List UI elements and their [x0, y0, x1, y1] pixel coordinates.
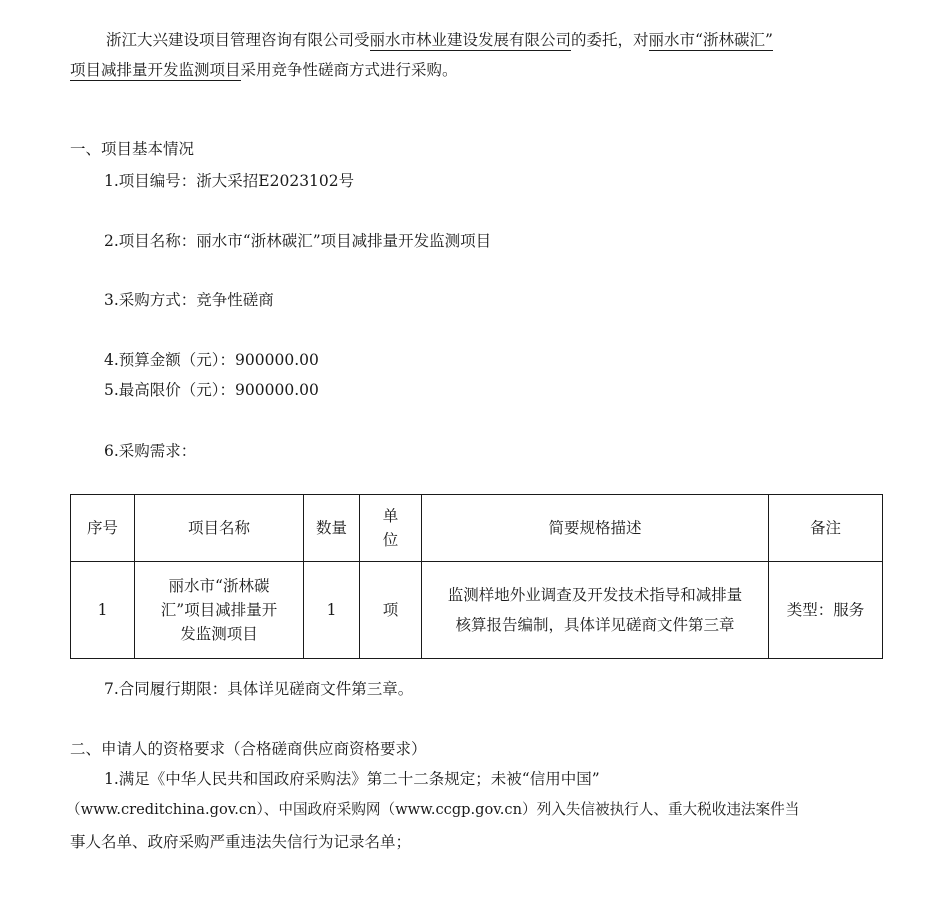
intro-line-1	[106, 30, 773, 50]
section2-title: 二、申请人的资格要求（合格磋商供应商资格要求）	[70, 740, 427, 758]
requirement-1-line2: （www.creditchina.gov.cn）、中国政府采购网（www.ccgp.gov.cn）列入失信被执行人、重大税收违法案件当	[66, 801, 800, 818]
header-unit-line1: 单	[382, 507, 399, 525]
table-row	[71, 562, 883, 659]
header-unit-line2: 位	[382, 531, 399, 549]
cell-seq: 1	[71, 562, 135, 659]
client-name: 丽水市林业建设发展有限公司	[369, 31, 572, 49]
cell-qty: 1	[304, 562, 360, 659]
cell-name-line2: 汇”项目减排量开	[160, 601, 278, 619]
table-header-row	[71, 495, 883, 562]
cell-spec-line1: 监测样地外业调查及开发技术指导和减排量	[447, 586, 743, 604]
requirement-1-line3: 事人名单、政府采购严重违法失信行为记录名单；	[70, 833, 412, 851]
cell-name	[135, 562, 304, 659]
project-name-part2: 项目减排量开发监测项目	[70, 61, 241, 79]
project-name: 2.项目名称：丽水市“浙林碳汇”项目减排量开发监测项目	[104, 232, 492, 250]
project-number: 1.项目编号：浙大采招E2023102号	[104, 172, 355, 190]
cell-spec-line2: 核算报告编制，具体详见磋商文件第三章	[455, 616, 735, 634]
header-remark: 备注	[769, 495, 883, 562]
header-qty: 数量	[304, 495, 360, 562]
contract-period: 7.合同履行期限：具体详见磋商文件第三章。	[104, 680, 414, 698]
cell-spec	[422, 562, 769, 659]
cell-name-line3: 发监测项目	[180, 625, 258, 643]
project-name-part1: 丽水市“浙林碳汇”	[648, 31, 773, 49]
header-seq: 序号	[71, 495, 135, 562]
cell-remark: 类型：服务	[769, 562, 883, 659]
section1-title: 一、项目基本情况	[70, 140, 195, 158]
header-spec: 简要规格描述	[422, 495, 769, 562]
requirement-1-line1: 1.满足《中华人民共和国政府采购法》第二十二条规定；未被“信用中国”	[104, 770, 600, 788]
intro-text-1: 浙江大兴建设项目管理咨询有限公司受	[106, 31, 370, 49]
cell-name-line1: 丽水市“浙林碳	[168, 577, 270, 595]
intro-text-2: 的委托，对	[571, 31, 649, 49]
procurement-method: 3.采购方式：竞争性磋商	[104, 291, 274, 309]
intro-text-3: 采用竞争性磋商方式进行采购。	[240, 61, 458, 79]
cell-unit: 项	[360, 562, 422, 659]
header-name: 项目名称	[135, 495, 304, 562]
intro-line-2	[70, 60, 458, 80]
header-unit	[360, 495, 422, 562]
procurement-requirement: 6.采购需求：	[104, 442, 197, 460]
budget-amount: 4.预算金额（元）：900000.00	[104, 351, 319, 369]
max-price: 5.最高限价（元）：900000.00	[104, 381, 319, 399]
requirements-table	[70, 494, 883, 659]
